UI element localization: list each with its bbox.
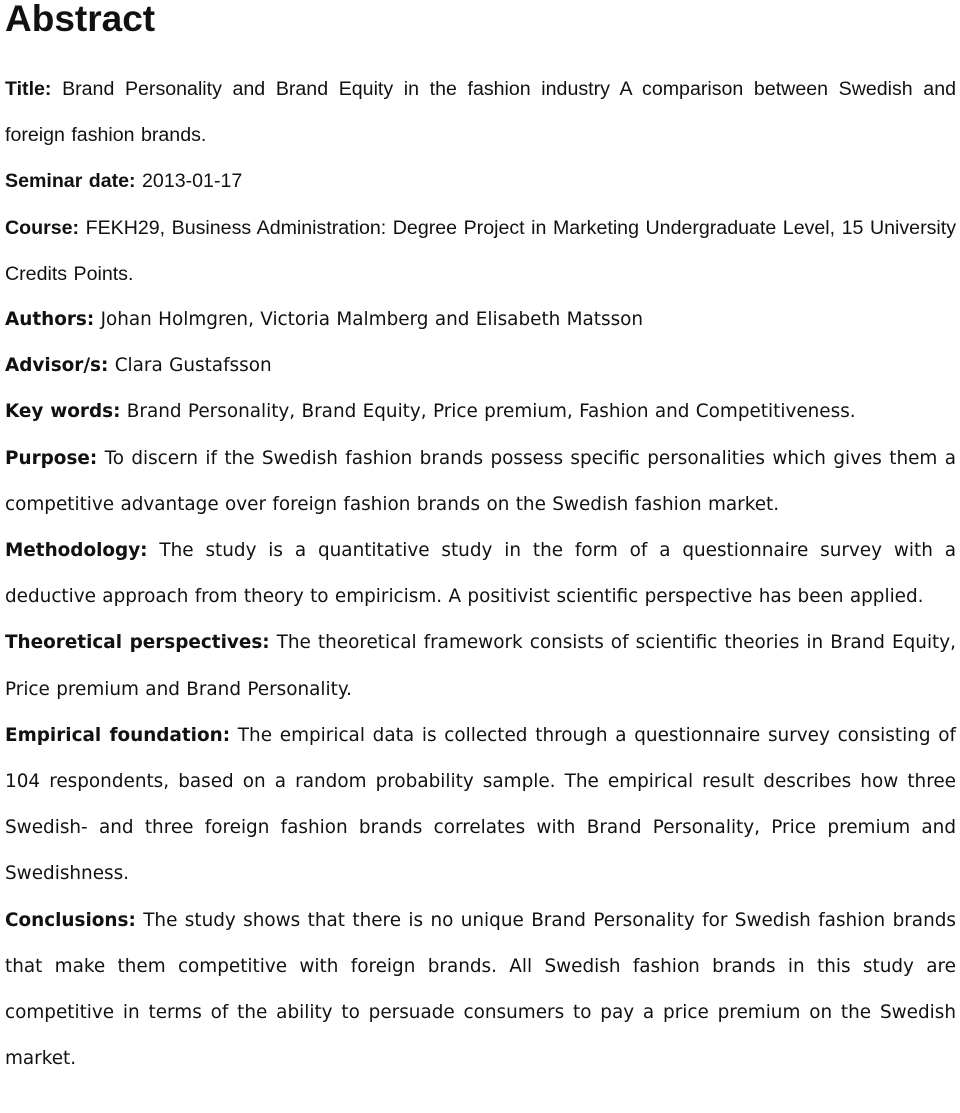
title-value: Brand Personality and Brand Equity in the fashion industry A comparison between Swedish and foreign fashion brands. [5, 78, 956, 147]
course-field [5, 205, 956, 297]
advisor-value: Clara Gustafsson [108, 355, 272, 377]
seminar-date-field [5, 158, 956, 204]
authors-field [5, 297, 956, 343]
empirical-foundation-value: The empirical data is collected through a questionnaire survey consisting of 104 respondents, based on a random probability sample. The empirical result describes how three Swedish- and three foreign fashion brands correlates with Brand Personality, Price premium and Swedishness. [5, 724, 956, 885]
authors-label: Authors: [5, 309, 95, 331]
methodology-field [5, 528, 956, 620]
conclusions-field [5, 898, 956, 1083]
page-title: Abstract [5, 0, 156, 39]
theoretical-perspectives-field [5, 620, 956, 712]
methodology-value: The study is a quantitative study in the form of a questionnaire survey with a deductive approach from theory to empiricism. A positivist scientific perspective has been applied. [5, 540, 956, 608]
course-label: Course: [5, 216, 80, 239]
seminar-date-label: Seminar date: [5, 170, 136, 193]
advisor-field [5, 343, 956, 389]
purpose-label: Purpose: [5, 447, 98, 469]
authors-value: Johan Holmgren, Victoria Malmberg and Elisabeth Matsson [94, 309, 644, 331]
purpose-field [5, 436, 956, 528]
methodology-label: Methodology: [5, 540, 148, 562]
key-words-value: Brand Personality, Brand Equity, Price premium, Fashion and Competitiveness. [120, 401, 856, 423]
conclusions-label: Conclusions: [5, 909, 136, 931]
title-field [5, 66, 956, 158]
course-value: FEKH29, Business Administration: Degree Project in Marketing Undergraduate Level, 15 University Credits Points. [5, 216, 956, 285]
empirical-foundation-label: Empirical foundation: [5, 724, 231, 746]
conclusions-value: The study shows that there is no unique Brand Personality for Swedish fashion brands that make them competitive with foreign brands. All Swedish fashion brands in this study are competitive in terms of the ability to persuade consumers to pay a price premium on the Swedish market. [5, 909, 956, 1070]
seminar-date-value: 2013-01-17 [135, 170, 243, 193]
key-words-field [5, 389, 956, 435]
theoretical-perspectives-label: Theoretical perspectives: [5, 632, 270, 654]
empirical-foundation-field [5, 713, 956, 898]
advisor-label: Advisor/s: [5, 355, 109, 377]
purpose-value: To discern if the Swedish fashion brands possess specific personalities which gives them a competitive advantage over foreign fashion brands on the Swedish fashion market. [5, 447, 956, 515]
theoretical-perspectives-value: The theoretical framework consists of scientific theories in Brand Equity, Price premium and Brand Personality. [5, 632, 956, 700]
key-words-label: Key words: [5, 401, 121, 423]
title-label: Title: [5, 78, 52, 100]
